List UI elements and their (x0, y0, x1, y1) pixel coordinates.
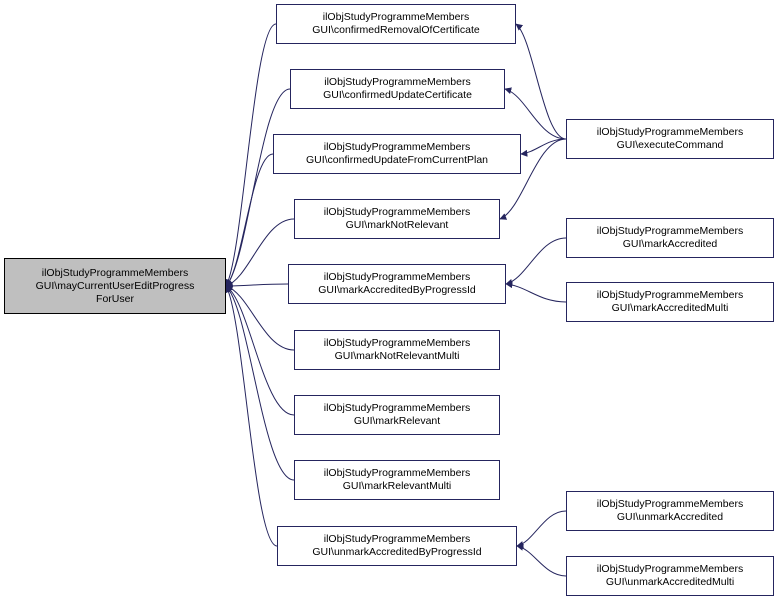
graph-node-markAccreditedByProgressId[interactable] (288, 264, 506, 304)
node-label-line: GUI\markNotRelevantMulti (334, 350, 460, 362)
node-label-line: ilObjStudyProgrammeMembers (596, 126, 744, 138)
edge-confirmedUpdateFromCurrentPlan-to-focus (226, 154, 273, 286)
graph-node-markRelevant[interactable] (294, 395, 500, 435)
graph-node-confirmedRemovalOfCertificate[interactable] (276, 4, 516, 44)
edge-markNotRelevantMulti-to-focus (226, 286, 294, 350)
node-label-line: GUI\markRelevant (353, 415, 441, 427)
node-label-line: GUI\unmarkAccreditedByProgressId (312, 546, 482, 558)
edge-markNotRelevant-to-focus (226, 219, 294, 286)
node-label-line: ilObjStudyProgrammeMembers (323, 141, 471, 153)
node-label-line: GUI\markRelevantMulti (342, 480, 452, 492)
edge-executeCommand-to-confirmedUpdateCertificate (505, 89, 566, 139)
edge-unmarkAccreditedMulti-to-unmarkAccreditedByProgressId (517, 546, 566, 576)
node-label-line: GUI\executeCommand (616, 139, 724, 151)
graph-node-focus (4, 258, 226, 314)
node-label-line: GUI\confirmedUpdateFromCurrentPlan (305, 154, 489, 166)
node-label-line: ilObjStudyProgrammeMembers (322, 11, 470, 23)
node-label-line: ilObjStudyProgrammeMembers (323, 206, 471, 218)
graph-node-confirmedUpdateCertificate[interactable] (290, 69, 505, 109)
edge-markAccreditedByProgressId-to-focus (226, 284, 288, 286)
graph-node-confirmedUpdateFromCurrentPlan[interactable] (273, 134, 521, 174)
node-label-line: GUI\unmarkAccreditedMulti (605, 576, 735, 588)
node-label-line: GUI\markNotRelevant (345, 219, 449, 231)
node-label-line: ilObjStudyProgrammeMembers (323, 402, 471, 414)
graph-node-unmarkAccreditedByProgressId[interactable] (277, 526, 517, 566)
node-label-line: ilObjStudyProgrammeMembers (323, 533, 471, 545)
graph-node-markNotRelevantMulti[interactable] (294, 330, 500, 370)
node-label-line: GUI\mayCurrentUserEditProgress (35, 279, 195, 292)
node-label-line: ilObjStudyProgrammeMembers (323, 271, 471, 283)
node-label-line: GUI\confirmedRemovalOfCertificate (312, 24, 480, 36)
node-label-line: GUI\unmarkAccredited (616, 511, 724, 523)
graph-node-unmarkAccredited[interactable] (566, 491, 774, 531)
graph-node-executeCommand[interactable] (566, 119, 774, 159)
graph-node-markAccredited[interactable] (566, 218, 774, 258)
node-label-line: ilObjStudyProgrammeMembers (41, 266, 189, 279)
graph-node-markNotRelevant[interactable] (294, 199, 500, 239)
node-label-line: GUI\markAccreditedByProgressId (318, 284, 476, 296)
node-label-line: ilObjStudyProgrammeMembers (323, 467, 471, 479)
node-label-line: ilObjStudyProgrammeMembers (323, 337, 471, 349)
edge-markRelevantMulti-to-focus (226, 286, 294, 480)
edge-markRelevant-to-focus (226, 286, 294, 415)
node-label-line: ilObjStudyProgrammeMembers (596, 289, 744, 301)
node-label-line: GUI\markAccredited (622, 238, 718, 250)
edge-unmarkAccredited-to-unmarkAccreditedByProgressId (517, 511, 566, 546)
edge-markAccreditedMulti-to-markAccreditedByProgressId (506, 284, 566, 302)
graph-node-unmarkAccreditedMulti[interactable] (566, 556, 774, 596)
edge-markAccredited-to-markAccreditedByProgressId (506, 238, 566, 284)
edge-confirmedRemovalOfCertificate-to-focus (226, 24, 276, 286)
node-label-line: ilObjStudyProgrammeMembers (596, 498, 744, 510)
node-label-line: ilObjStudyProgrammeMembers (324, 76, 471, 88)
node-label-line: ForUser (96, 292, 134, 305)
edge-confirmedUpdateCertificate-to-focus (226, 89, 290, 286)
edge-unmarkAccreditedByProgressId-to-focus (226, 286, 277, 546)
edge-executeCommand-to-confirmedRemovalOfCertificate (516, 24, 566, 139)
graph-node-markRelevantMulti[interactable] (294, 460, 500, 500)
edge-executeCommand-to-confirmedUpdateFromCurrentPlan (521, 139, 566, 154)
node-label-line: ilObjStudyProgrammeMembers (596, 563, 744, 575)
node-label-line: GUI\markAccreditedMulti (611, 302, 729, 314)
node-label-line: GUI\confirmedUpdateCertificate (323, 89, 472, 101)
node-label-line: ilObjStudyProgrammeMembers (596, 225, 744, 237)
graph-node-markAccreditedMulti[interactable] (566, 282, 774, 322)
